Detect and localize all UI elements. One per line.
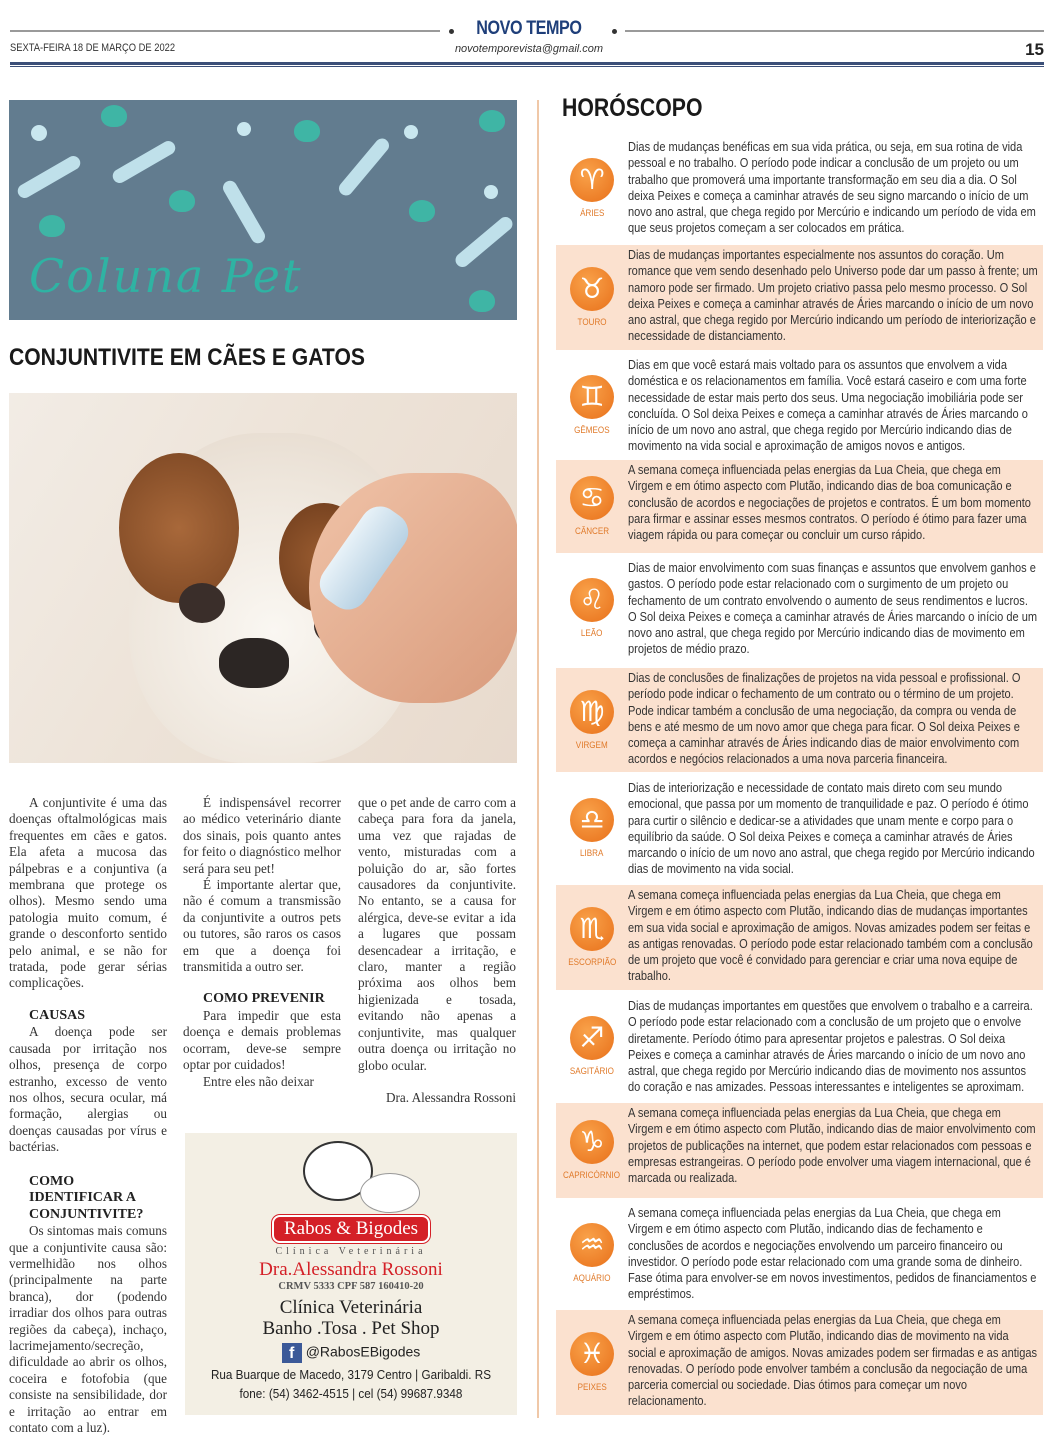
horoscope-sign-5 [556,668,1043,772]
sign-text-wrap [628,996,1038,1097]
coluna-pet-banner [9,100,517,320]
sign-text: A semana começa influenciada pelas energias da Lua Cheia, que chega em Virgem e em ótimo aspecto com Plutão, indicando dias de boa comunicação e conclusão de acordos e negociações de projetos e contratos. É um bom momento para firmar e assinar esses mesmos contratos. O período é ótimo para fazer uma viagem rápida ou para começar ou concluir um curso rápido. [628,462,1031,543]
header-divider [10,62,1044,65]
sign-text-wrap [628,778,1038,878]
sign-text: A semana começa influenciada pelas energias da Lua Cheia, que chega em Virgem e em ótimo aspecto com Plutão, indicando dias de mudanças importantes em sua vida social e aproximação de amigos. Novas amizades podem ser feitas e as antigas renovadas. O período pode estar relacionado também com a conclusão de um projeto que você é convidado para gerenciar e criar uma nova equipe de trabalho. [628,887,1033,984]
sign-text-wrap [628,245,1038,350]
sign-name: CAPRICÓRNIO [563,1170,621,1181]
ad-subtitle: Clínica Veterinária [275,1246,427,1257]
article-paragraph: A conjuntivite é uma das doenças oftalmológicas mais frequentes em cães e gatos. Ela afeta a mucosa das pálpebras e a conjuntiva (a membrana que protege os olhos). Mesmo sendo uma patologia muito comum, é grande o desconforto sentido pelo animal, e se não for tratada, pode gerar sérias complicações. [9,795,167,991]
paw-icon [101,105,127,127]
horoscope-sign-1 [556,245,1043,350]
sign-name: ÁRIES [579,208,605,219]
zodiac-icon: ♏ [570,907,614,951]
horoscope-sign-0 [556,137,1043,240]
sign-name: GÊMEOS [574,424,610,436]
article-column-3 [358,795,516,1106]
dog-nose [219,638,289,688]
article-column-2 [183,795,341,1090]
sign-name: CÂNCER [574,526,610,537]
article-paragraph: que o pet ande de carro com a cabeça para fora da janela, uma vez que rajadas de vento, misturadas com a poluição do ar, são fortes causadores da conjuntivite. No entanto, se a causa for alérgica, deve-se evitar a ida a lugares que possam desencadear a irritação, e claro, manter a região próxima aos olhos bem higienizada e tosada, evitando não apenas a conjuntivite, mas qualquer outra doença ou irritação no globo ocular. [358,795,516,1073]
horoscope-sign-4 [556,558,1043,658]
facebook-icon: f [282,1343,302,1363]
banner-title: Coluna Pet [29,249,303,303]
sign-text: Dias em que você estará mais voltado para os assuntos que envolvem a vida doméstica e os relacionamentos em família. Você estará caseiro e com uma forte necessidade de estar mais perto dos seus. Uma negociação imobiliária pode ser concluída. O Sol deixa Peixes e começa a caminhar através de Áries marcando o início de um novo ano astral, que chega regido por Mercúrio indicando dias de movimento na vida social e aproximação de amigos novos e antigos. [628,357,1028,454]
zodiac-icon: ♐ [570,1016,614,1060]
sign-text-wrap [628,885,1038,990]
sign-text-wrap [628,1103,1038,1198]
ad-phone: fone: (54) 3462-4515 | cel (54) 99687.9348 [239,1386,463,1401]
sign-icon-area [556,558,628,658]
ad-doctor: Dra.Alessandra Rossoni [259,1259,443,1280]
sign-text: Dias de interiorização e necessidade de contato mais direto com seu mundo emocional, que passa por um momento de tranquilidade e paz. O período é ótimo para curtir o silêncio e dedicar-se a atividades que unam mente e corpo para o equilíbrio da saúde. O Sol deixa Peixes e começa a caminhar através de Áries marcando o início de um novo ano astral, que chega regido por Mercúrio indicando dias de movimento na vida social. [628,780,1035,877]
ad-line2: Banho .Tosa . Pet Shop [262,1318,440,1339]
horoscope-sign-3 [556,460,1043,553]
horoscope-sign-8 [556,996,1043,1097]
sign-text: A semana começa influenciada pelas energias da Lua Cheia, que chega em Virgem e em ótimo aspecto com Plutão, indicando dias de movimento na vida social e aproximação de amigos. Novas amizades podem ser firmadas e as antigas renovadas. O período pode envolver também a conclusão da negociação de uma parceria comercial ou sociedade. Dias ótimos para começar um novo relacionamento. [628,1312,1038,1409]
zodiac-icon: ♌ [570,578,614,622]
dog-eye [179,583,225,623]
column-divider [537,100,539,1418]
ad-facebook [185,1343,517,1363]
issue-date: SEXTA-FEIRA 18 DE MARÇO DE 2022 [10,42,176,54]
paw-icon [294,120,320,142]
section-heading-prevenir: COMO PREVENIR [203,991,325,1007]
zodiac-icon: ♉ [570,267,614,311]
ad-address: Rua Buarque de Macedo, 3179 Centro | Garibaldi. RS [210,1367,492,1382]
sign-name: VIRGEM [576,739,608,751]
sign-text-wrap [628,1203,1038,1303]
sign-text-wrap [628,1310,1038,1415]
horoscope-sign-6 [556,778,1043,878]
ad-line1: Clínica Veterinária [279,1297,423,1318]
sign-name: PEIXES [577,1382,607,1393]
sign-text-wrap [628,558,1038,658]
sign-text-wrap [628,137,1038,240]
zodiac-icon: ♊ [570,375,614,419]
masthead [0,18,1058,40]
page-number: 15 [1025,40,1044,59]
sign-text-wrap [628,355,1038,455]
horoscope-sign-2 [556,355,1043,455]
vet-clinic-ad [185,1133,517,1415]
article-paragraph: É indispensável recorrer ao médico veterinário diante dos sinais, pois quanto antes for feito o diagnóstico melhor será para seu pet! [183,795,341,876]
article-title: CONJUNTIVITE EM CÃES E GATOS [9,344,365,371]
sign-text-wrap [628,460,1038,553]
sign-icon-area [556,668,628,772]
horoscope-sign-11 [556,1310,1043,1415]
sign-text: Dias de conclusões de finalizações de projetos na vida pessoal e profissional. O período pode indicar o fechamento de um contrato ou o término de um projeto. Pode indicar também a conclusão de uma negociação, da compra ou venda de bens e até mesmo de um novo amor que chega para ficar. O Sol deixa Peixes e começa a caminhar através de Áries indicando dias de maior envolvimento com acordos e negócios relacionados a uma nova parceria financeira. [628,670,1021,767]
sign-icon-area [556,1310,628,1415]
bone-icon [453,214,516,270]
zodiac-icon: ♓ [570,1332,614,1376]
dot-decoration [31,125,47,141]
sign-text: A semana começa influenciada pelas energias da Lua Cheia, que chega em Virgem e em ótimo aspecto com Plutão, indicando dias de fechamento e conclusões de acordos e negociações envolvendo um parceiro financeiro ou investidor. O período pode estar relacionado com uma grande soma de dinheiro. Fase ótima para envolver-se em novos investimentos, pedidos de financiamentos e empréstimos. [628,1205,1037,1302]
dog-eye-drops-photo [9,393,517,763]
article-paragraph: Os sintomas mais comuns que a conjuntivite causa são: vermelhidão nos olhos (principalmente na parte branca), dor (podendo irradiar dos olhos para outras regiões da cabeça), inchaço, lacrimejamento/secreção, dificuldade ao abrir os olhos, coceira e fotofobia (que consiste na sensibilidade, dor e irritação ao entrar em contato com a luz). [9,1223,167,1435]
article-author: Dra. Alessandra Rossoni [385,1089,516,1105]
section-heading-causas: CAUSAS [29,1007,86,1023]
sign-text: Dias de maior envolvimento com suas finanças e assuntos que envolvem ganhos e gastos. O período pode estar relacionado com o surgimento de um projeto ou fechamento de um contrato envolvendo o aumento de seus rendimentos e lucros. O Sol deixa Peixes e começa a caminhar através de Áries marcando o início de um novo ano astral, que chega regido por Mercúrio indicando dias de movimento em projetos de médio prazo. [628,560,1038,657]
zodiac-icon: ♋ [570,476,614,520]
sign-name: LIBRA [580,847,604,859]
ad-brand: Rabos & Bigodes [272,1215,430,1243]
sign-name: SAGITÁRIO [570,1066,614,1077]
sign-icon-area [556,1203,628,1303]
bone-icon [220,178,267,246]
zodiac-icon: ♈ [570,158,614,202]
header-divider-thin [10,66,1044,67]
sign-icon-area [556,996,628,1097]
dog-ear-left [119,453,239,603]
zodiac-icon: ♍ [570,690,614,734]
sign-icon-area [556,245,628,350]
sign-text: Dias de mudanças importantes especialmente nos assuntos do coração. Um romance que vem sendo desenhado pelo Universo pode dar um passo à frente; um namoro pode ser firmado. Um projeto criativo passa pelo mesmo processo. O Sol deixa Peixes e começa a caminhar através de Áries marcando o início de um novo ano astral, que chega regido por Mercúrio indicando um período de interiorização e necessidade de distanciamento. [628,247,1038,344]
bone-icon [110,138,178,185]
dot-decoration [484,185,498,199]
paw-icon [479,110,505,132]
contact-email: novotemporevista@gmail.com [454,43,604,55]
sign-text-wrap [628,668,1038,772]
zodiac-icon: ♎ [570,798,614,842]
paw-icon [39,215,65,237]
article-paragraph: Entre eles não deixar [203,1073,314,1089]
article-paragraph: É importante alertar que, não é comum a transmissão da conjuntivite a outros pets ou tutores, são raros os casos em que a doença foi transmitida a outro ser. [183,877,341,975]
sign-icon-area [556,460,628,553]
sign-name: LEÃO [581,627,603,639]
cat-illustration [360,1173,420,1213]
sign-name: ESCORPIÃO [567,957,617,968]
sign-icon-area [556,355,628,455]
dot-decoration [404,125,418,139]
horoscope-sign-7 [556,885,1043,990]
sign-name: TOURO [577,317,607,328]
sign-text: A semana começa influenciada pelas energias da Lua Cheia, que chega em Virgem e em ótimo aspecto com Plutão, indicando dias de maior envolvimento com projetos de publicações na internet, que podem estar relacionados com pessoas e empresas estrangeiras. O período pode envolver uma viagem internacional, que é marcada ou realizada. [628,1105,1036,1186]
zodiac-icon: ♒ [570,1223,614,1267]
article-paragraph: Para impedir que esta doença e demais problemas ocorram, deve-se sempre optar por cuidados! [183,1007,341,1073]
article-paragraph: A doença pode ser causada por irritação nos olhos, presença de corpo estranho, excesso de vento nos olhos, secura ocular, má formação, alergias ou doenças causadas por vírus e bactérias. [9,1024,167,1155]
sign-text: Dias de mudanças importantes em questões que envolvem o trabalho e a carreira. O período pode estar relacionado com a conclusão de um projeto que o envolve diretamente. Período ótimo para apresentar projetos e palestras. O Sol deixa Peixes e começa a caminhar através de Áries marcando o início de um novo ano astral, que chega regido por Mercúrio indicando dias de movimento nos assuntos do coração e nas amizades. Pessoas interessantes e inteligentes se aproximam. [628,998,1033,1095]
article-column-1 [9,795,167,1436]
ad-crmv: CRMV 5333 CPF 587 160410-20 [278,1281,424,1292]
sign-name: AQUÁRIO [573,1272,611,1284]
facebook-handle: @RabosEBigodes [305,1343,421,1360]
paw-icon [169,190,195,212]
sign-icon-area [556,137,628,240]
paw-icon [469,290,495,312]
dot-decoration [237,122,251,136]
sign-text: Dias de mudanças benéficas em sua vida prática, ou seja, em sua rotina de vida pessoal e no trabalho. O período pode indicar a conclusão de um projeto ou um trabalho que promoverá uma importante transformação em seu dia a dia. O Sol deixa Peixes e começa a caminhar através de seu signo marcando o início de um novo ano astral, que chega regido por Mercúrio e indicando um período de vida em que seus projetos começam a ser colocados em prática. [628,139,1036,236]
horoscope-sign-10 [556,1203,1043,1303]
paw-icon [409,200,435,222]
horoscope-title: HORÓSCOPO [562,94,703,122]
newspaper-name: NOVO TEMPO [476,18,582,39]
horoscope-sign-9 [556,1103,1043,1198]
sign-icon-area [556,778,628,878]
sign-icon-area [556,885,628,990]
section-heading-identificar: COMO IDENTIFICAR A CONJUNTIVITE? [29,1173,144,1222]
bone-icon [15,153,83,200]
sign-icon-area [556,1103,628,1198]
bone-icon [336,136,392,199]
zodiac-icon: ♑ [570,1120,614,1164]
